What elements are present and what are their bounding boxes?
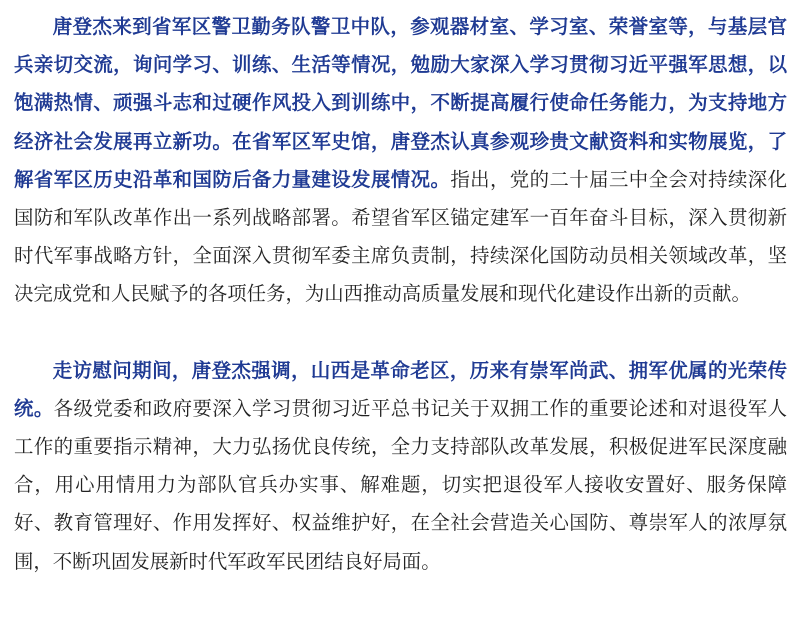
paragraph-1-body: 指出，党的二十届三中全会对持续深化国防和军队改革作出一系列战略部署。希望省军区锚定建军一百年奋斗目标，深入贯彻新时代军事战略方针，全面深入贯彻军委主席负责制，持续深化国防动员相关领域改革，坚决完成党和人民赋予的各项任务，为山西推动高质量发展和现代化建设作出新的贡献。 [14,167,788,306]
paragraph-2-lead: 走访慰问期间，唐登杰强调，山西是革命老区，历来有崇军尚武、拥军优属的光荣传统。 [14,358,787,420]
paragraph-2-body: 各级党委和政府要深入学习贯彻习近平总书记关于双拥工作的重要论述和对退役军人工作的重要指示精神，大力弘扬优良传统，全力支持部队改革发展，积极促进军民深度融合，用心用情用力为部队官兵办实事、解难题，切实把退役军人接收安置好、服务保障好、教育管理好、作用发挥好、权益维护好，在全社会营造关心国防、尊崇军人的浓厚氛围，不断巩固发展新时代军政军民团结良好局面。 [14,396,788,573]
paragraph-1 [14,8,787,314]
paragraph-2 [14,352,787,581]
watermark-overlay [318,592,448,622]
paragraph-1-lead: 唐登杰来到省军区警卫勤务队警卫中队，参观器材室、学习室、荣誉室等，与基层官兵亲切交流，询问学习、训练、生活等情况，勉励大家深入学习贯彻习近平强军思想，以饱满热情、顽强斗志和过硬作风投入到训练中，不断提高履行使命任务能力，为支持地方经济社会发展再立新功。在省军区军史馆，唐登杰认真参观珍贵文献资料和实物展览，了解省军区历史沿革和国防后备力量建设发展情况。 [14,15,787,191]
